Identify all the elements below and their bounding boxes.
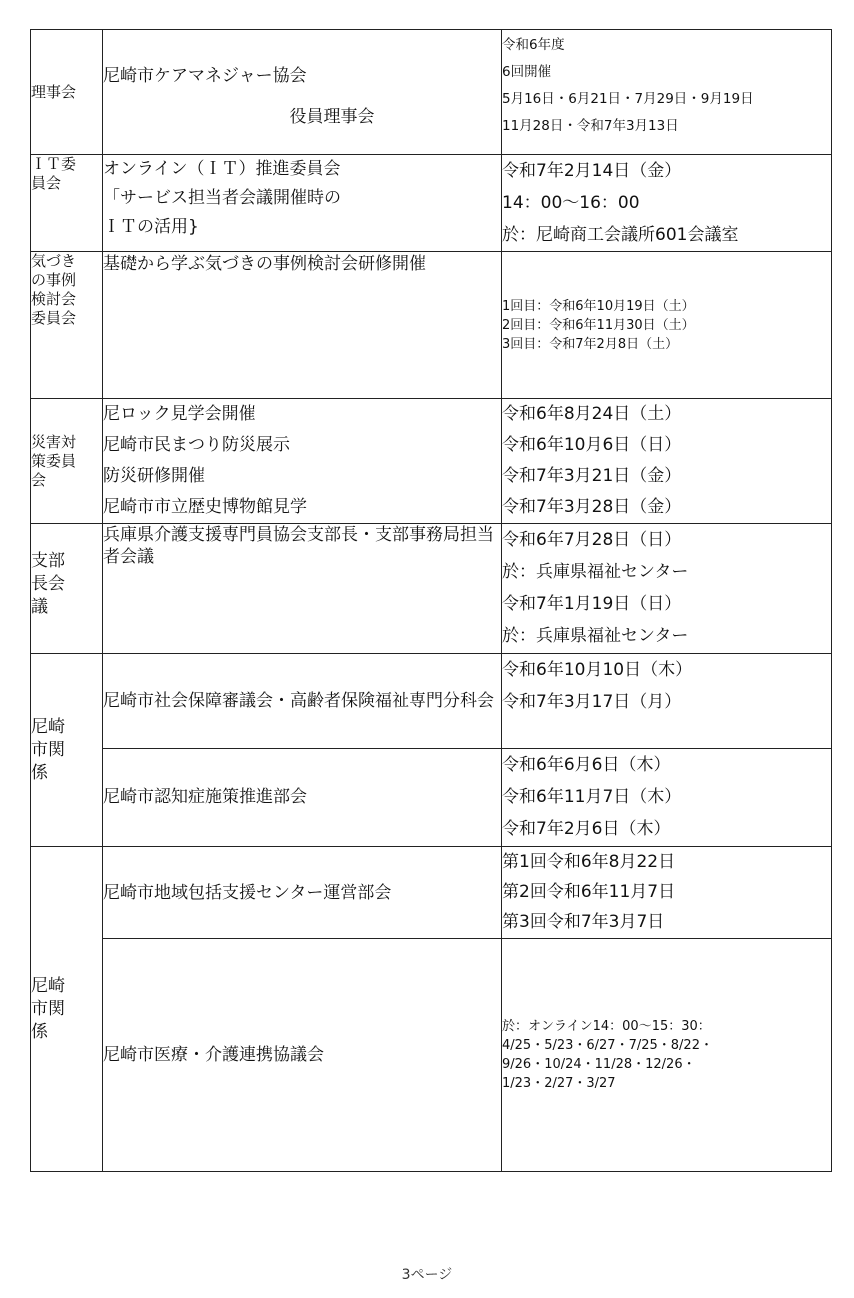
activity-disaster — [103, 399, 502, 524]
category-label: 市関 — [31, 998, 65, 1019]
details-city2-a — [502, 847, 832, 939]
details-board — [502, 30, 832, 155]
activity-board — [103, 30, 502, 155]
detail-line: 9/26・10/24・11/28・12/26・ — [502, 1057, 696, 1072]
category-label: 長会 — [31, 574, 65, 594]
details-city2-b — [502, 939, 832, 1172]
detail-line: 1/23・2/27・3/27 — [502, 1076, 616, 1091]
row-city2-a — [31, 847, 832, 939]
activity-line: 尼崎市市立歴史博物館見学 — [103, 497, 307, 517]
detail-line: 令和7年3月17日（月） — [502, 692, 682, 712]
activity-line: 尼崎市民まつり防災展示 — [103, 435, 290, 455]
activity-title: 尼崎市ケアマネジャー協会 — [103, 66, 307, 86]
activity-line: オンライン（ＩＴ）推進委員会 — [103, 159, 341, 179]
activity-title: 尼崎市社会保障審議会・高齢者保険福祉専門分科会 — [103, 691, 494, 711]
row-branch — [31, 524, 832, 654]
detail-line: 令和6年10月10日（木） — [502, 660, 693, 680]
category-city1 — [31, 654, 103, 847]
detail-line: 令和6年7月28日（日） — [502, 530, 682, 550]
detail-line: 令和7年2月6日（木） — [502, 819, 671, 839]
activity-title: 基礎から学ぶ気づきの事例検討会研修開催 — [103, 254, 426, 274]
detail-line: 第3回令和7年3月7日 — [502, 912, 665, 932]
category-label: 委員会 — [31, 309, 77, 327]
activity-it — [103, 155, 502, 252]
category-label: 気づき — [31, 252, 77, 270]
detail-line: 第2回令和6年11月7日 — [502, 882, 676, 902]
detail-line: 於：兵庫県福祉センター — [502, 562, 689, 582]
detail-line: 令和6年度 — [502, 37, 565, 53]
category-disaster — [31, 399, 103, 524]
details-branch — [502, 524, 832, 654]
detail-line: 令和6年10月6日（日） — [502, 435, 682, 455]
activity-line: ＩＴの活用} — [103, 217, 199, 237]
detail-line: 令和7年3月28日（金） — [502, 497, 682, 517]
details-disaster — [502, 399, 832, 524]
details-kizuki — [502, 252, 832, 399]
category-city2 — [31, 847, 103, 1172]
activity-table — [30, 29, 832, 1172]
activity-title: 尼崎市地域包括支援センター運営部会 — [103, 882, 392, 903]
category-label: 災害対 — [31, 432, 77, 451]
category-label: の事例 — [31, 271, 77, 289]
detail-line: 令和6年6月6日（木） — [502, 755, 671, 775]
detail-line: 令和6年11月7日（木） — [502, 787, 682, 807]
row-board — [31, 30, 832, 155]
activity-subtitle: 役員理事会 — [289, 107, 375, 127]
details-it — [502, 155, 832, 252]
activity-title: 兵庫県介護支援専門員協会支部長・支部事務局担当者会議 — [103, 525, 494, 567]
activity-branch — [103, 524, 502, 654]
detail-line: 4/25・5/23・6/27・7/25・8/22・ — [502, 1038, 713, 1053]
category-label: 員会 — [31, 174, 62, 192]
category-label: 議 — [31, 597, 48, 617]
detail-line: 第1回令和6年8月22日 — [502, 852, 676, 872]
details-city1-a — [502, 654, 832, 749]
row-city2-b — [31, 939, 832, 1172]
category-label: 係 — [31, 1021, 48, 1042]
activity-title: 尼崎市医療・介護連携協議会 — [103, 1044, 324, 1065]
detail-line: 於：尼崎商工会議所601会議室 — [502, 225, 739, 245]
page-number: 3ページ — [401, 1267, 453, 1283]
category-label: 理事会 — [31, 82, 77, 101]
detail-line: 於：兵庫県福祉センター — [502, 626, 689, 646]
detail-line: 3回目：令和7年2月8日（土） — [502, 336, 679, 352]
detail-line: 14：00～16：00 — [502, 193, 640, 213]
category-kizuki — [31, 252, 103, 399]
row-kizuki — [31, 252, 832, 399]
row-disaster — [31, 399, 832, 524]
detail-line: 5月16日・6月21日・7月29日・9月19日 — [502, 91, 754, 107]
activity-city1-b — [103, 749, 502, 847]
category-label: 検討会 — [31, 290, 77, 308]
details-city1-b — [502, 749, 832, 847]
category-label: 会 — [31, 470, 47, 489]
activity-city1-a — [103, 654, 502, 749]
detail-line: 1回目：令和6年10月19日（土） — [502, 298, 695, 314]
category-it — [31, 155, 103, 252]
detail-line: 11月28日・令和7年3月13日 — [502, 118, 679, 134]
row-city1-a — [31, 654, 832, 749]
category-label: 支部 — [31, 551, 65, 571]
category-label: ＩＴ委 — [31, 155, 77, 173]
detail-line: 6回開催 — [502, 64, 552, 80]
category-label: 策委員 — [31, 451, 77, 470]
activity-line: 尼ロック見学会開催 — [103, 404, 256, 424]
detail-line: 令和6年8月24日（土） — [502, 404, 682, 424]
activity-line: 「サービス担当者会議開催時の — [103, 188, 341, 208]
row-city1-b — [31, 749, 832, 847]
activity-city2-a — [103, 847, 502, 939]
detail-line: 令和7年1月19日（日） — [502, 594, 682, 614]
category-label: 尼崎 — [31, 716, 65, 737]
category-label: 係 — [31, 762, 48, 783]
detail-line: 令和7年3月21日（金） — [502, 466, 682, 486]
category-label: 尼崎 — [31, 975, 65, 996]
row-it — [31, 155, 832, 252]
detail-line: 2回目：令和6年11月30日（土） — [502, 317, 695, 333]
activity-line: 防災研修開催 — [103, 466, 205, 486]
detail-line: 於：オンライン14：00～15：30： — [502, 1019, 711, 1034]
category-board — [31, 30, 103, 155]
category-branch — [31, 524, 103, 654]
detail-line: 令和7年2月14日（金） — [502, 161, 682, 181]
category-label: 市関 — [31, 739, 65, 760]
activity-kizuki — [103, 252, 502, 399]
activity-city2-b — [103, 939, 502, 1172]
activity-title: 尼崎市認知症施策推進部会 — [103, 787, 307, 807]
